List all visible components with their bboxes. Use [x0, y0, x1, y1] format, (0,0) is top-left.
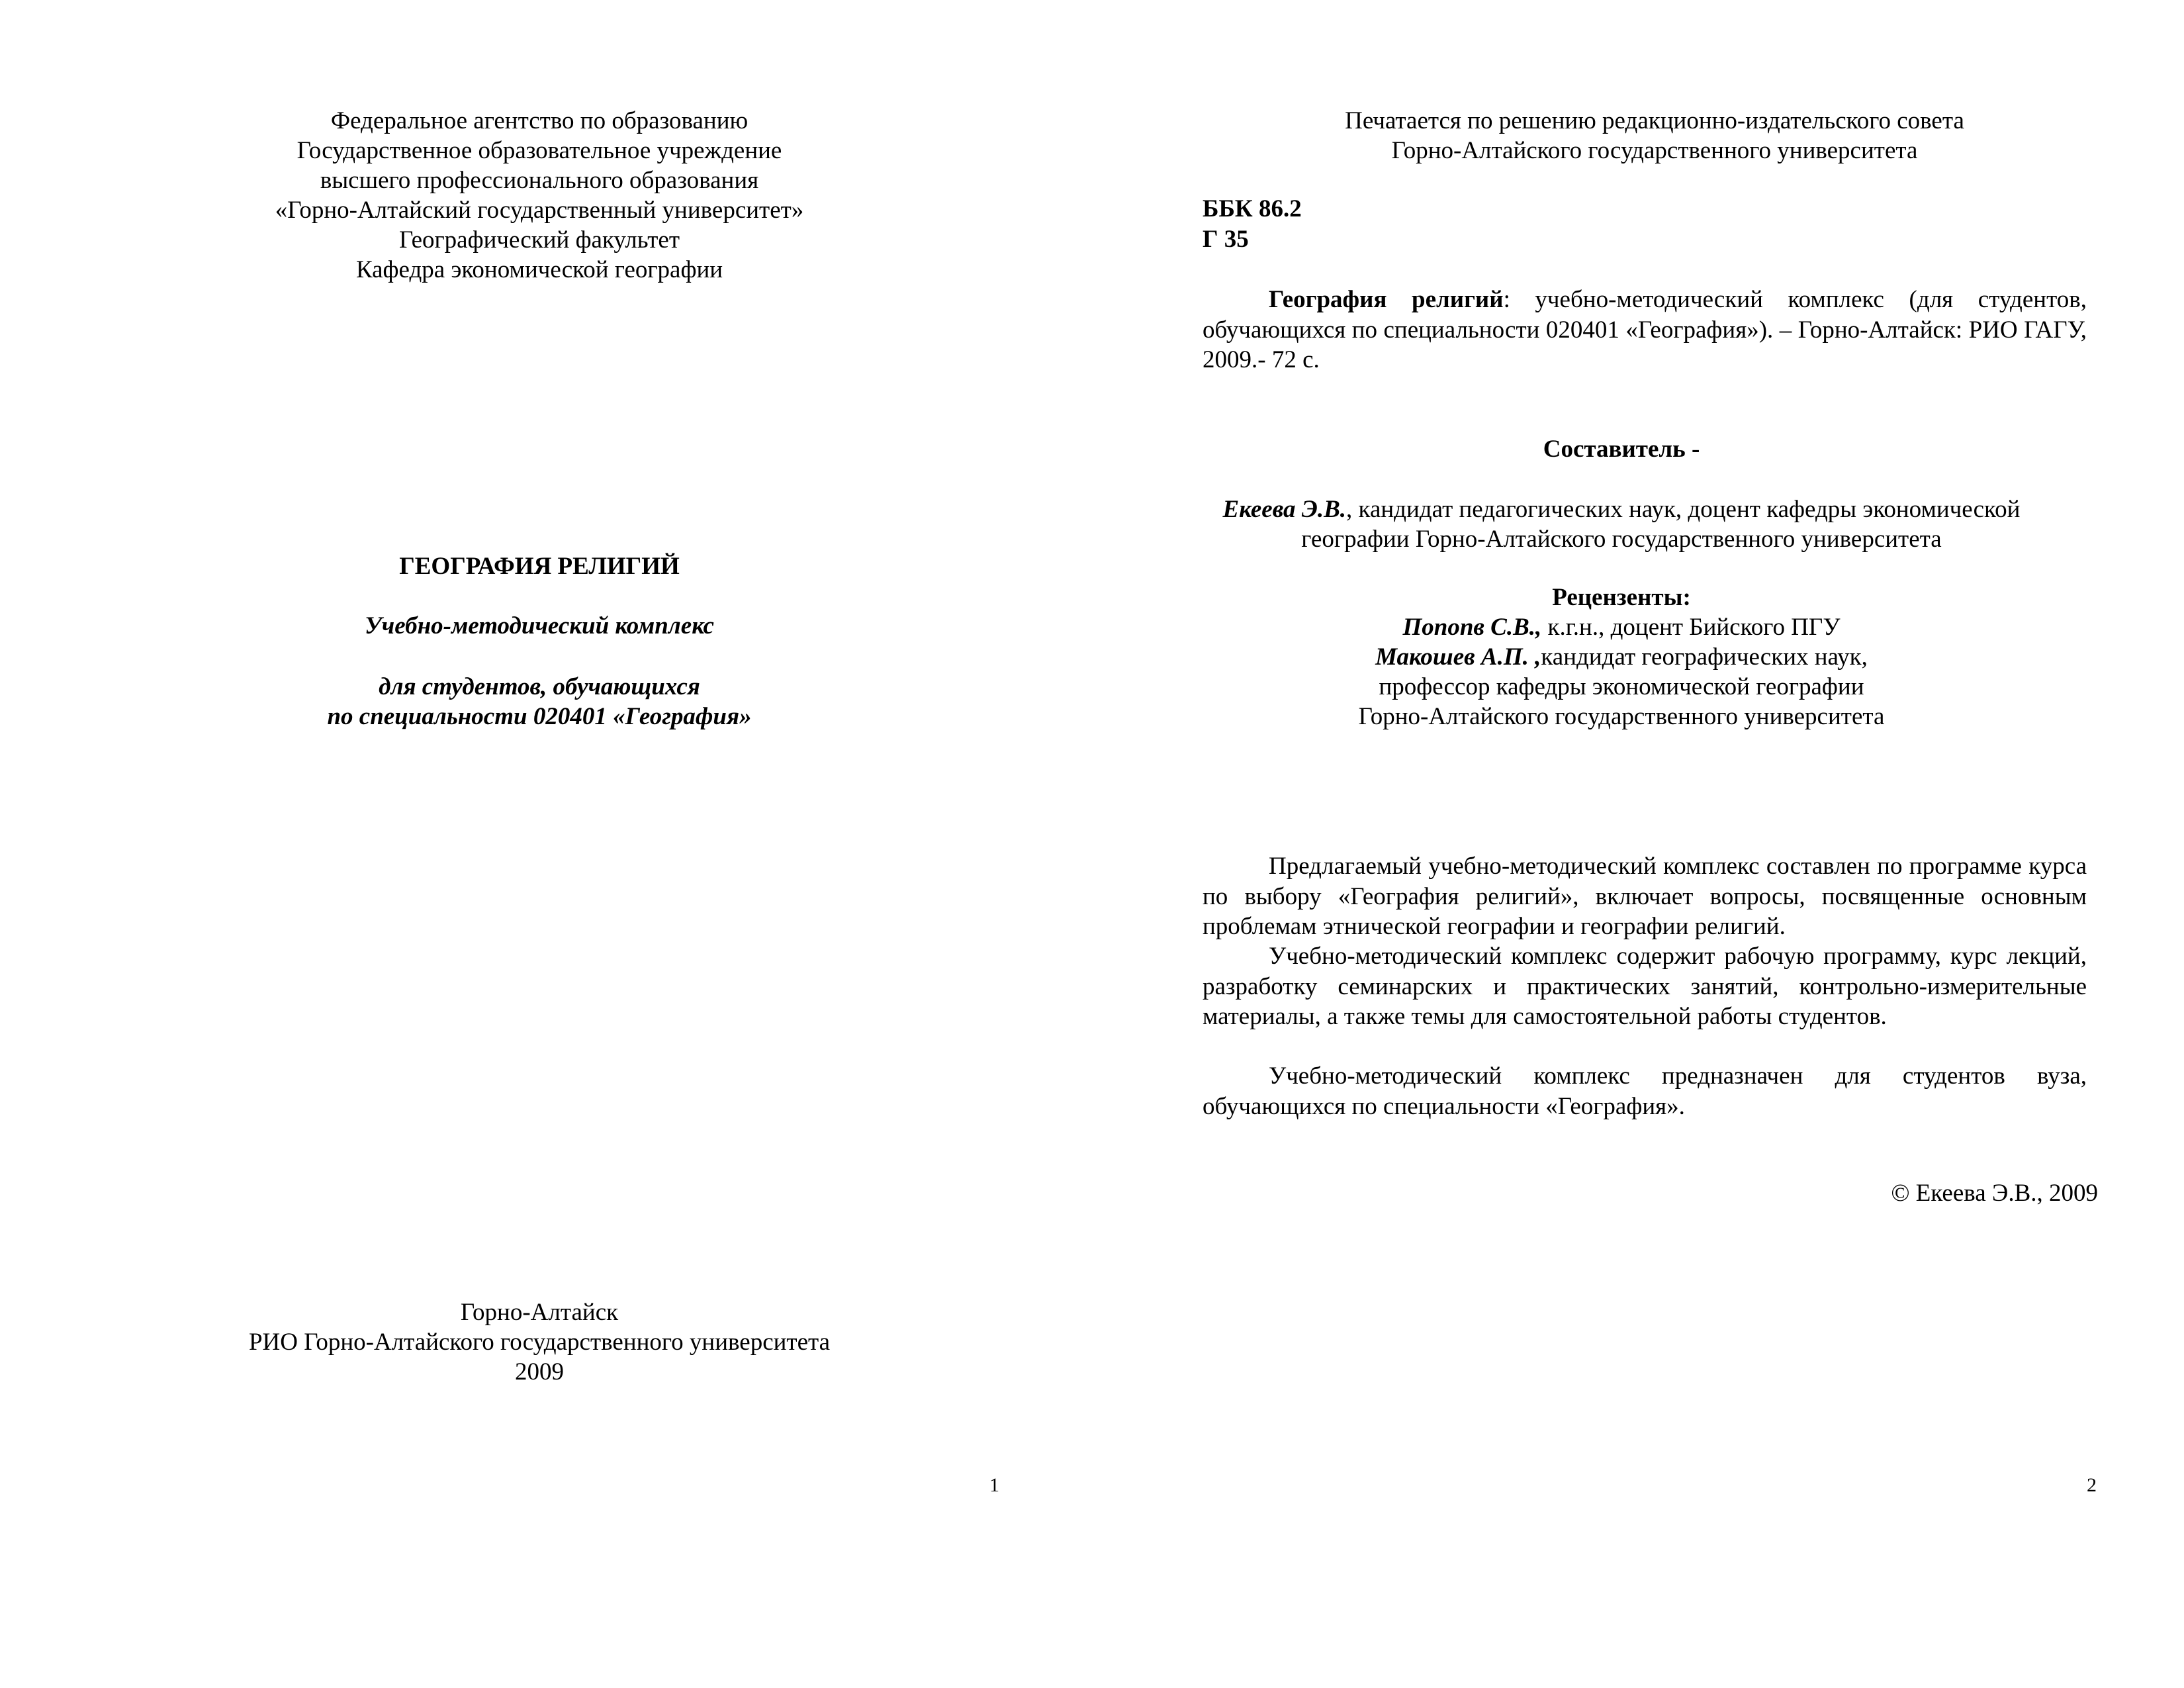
citation-line-1: : учебно-методический комплекс (для студентов, — [1503, 286, 2087, 313]
reviewer-2-line-2: профессор кафедры экономической географии — [1379, 673, 1864, 700]
bbk-code: ББК 86.2 — [1203, 195, 1302, 222]
citation-line-3: ГАГУ, 2009.- 72 с. — [1203, 316, 2087, 373]
compiler-line-1-text: , кандидат педагогических наук, доцент кафедры экономической — [1346, 496, 2021, 523]
citation-title: География религий — [1269, 286, 1504, 313]
council-line-2: Горно-Алтайского государственного университета — [1391, 137, 1918, 164]
abstract-paragraph-3-text: Учебно-методический комплекс предназначен для студентов вуза, обучающихся по специальности «География». — [1203, 1062, 2087, 1120]
footer-year: 2009 — [515, 1358, 564, 1385]
page-number: 1 — [989, 1474, 999, 1496]
reviewer-1-name: Попопв С.В., — [1402, 614, 1542, 641]
header-line-3: высшего профессионального образования — [320, 167, 759, 194]
abstract-paragraph-2-text: Учебно-методический комплекс содержит рабочую программу, курс лекций, разработку семинарских и практических занятий, контрольно-измерительные материалы, а также темы для самостоятельной работы студентов. — [1203, 943, 2087, 1030]
header-line-1: Федеральное агентство по образованию — [330, 107, 749, 134]
reviewer-2 — [1375, 642, 1868, 673]
index-code: Г 35 — [1203, 226, 1249, 253]
compiler-name: Екеева Э.В. — [1222, 496, 1347, 523]
footer-city: Горно-Алтайск — [460, 1299, 619, 1326]
copyright: © Екеева Э.В., 2009 — [1891, 1180, 2098, 1207]
header-line-5: Географический факультет — [399, 226, 680, 254]
compiler-line-2: географии Горно-Алтайского государственного университета — [1301, 526, 1942, 553]
header-line-4: «Горно-Алтайский государственный университет» — [275, 197, 804, 224]
footer-publisher: РИО Горно-Алтайского государственного университета — [248, 1329, 831, 1356]
council-line-1: Печатается по решению редакционно-издательского совета — [1345, 107, 1964, 134]
reviewers-heading: Рецензенты: — [1552, 584, 1691, 611]
abstract-paragraph-1 — [1203, 851, 2087, 942]
abstract-paragraph-2 — [1203, 941, 2087, 1032]
abstract-paragraph-3 — [1203, 1061, 2087, 1121]
audience-line-2: по специальности 020401 «География» — [327, 703, 752, 730]
imprint-page — [1092, 0, 2184, 1688]
page-number: 2 — [2087, 1474, 2097, 1496]
citation-line-2: обучающихся по специальности 020401 «География»). – Горно-Алтайск: РИО — [1203, 316, 2018, 344]
citation — [1203, 285, 2087, 375]
header-line-2: Государственное образовательное учреждение — [296, 137, 782, 164]
compiler-heading: Составитель - — [1543, 436, 1700, 463]
reviewer-2-name: Макошев А.П. , — [1375, 643, 1541, 671]
compiler-line-1 — [1223, 494, 2021, 525]
reviewer-1-details: к.г.н., доцент Бийского ПГУ — [1541, 614, 1841, 641]
audience-line-1: для студентов, обучающихся — [379, 673, 700, 700]
reviewer-1 — [1402, 612, 1840, 643]
reviewer-2-line-3: Горно-Алтайского государственного университета — [1358, 703, 1885, 730]
abstract-paragraph-1-text: Предлагаемый учебно-методический комплекс составлен по программе курса по выбору «География религий», включает вопросы, посвященные основным проблемам этнической географии и географии религий. — [1203, 853, 2087, 940]
header-line-6: Кафедра экономической географии — [355, 256, 723, 283]
document-subtitle: Учебно-методический комплекс — [365, 612, 714, 639]
reviewer-2-details: кандидат географических наук, — [1541, 643, 1868, 671]
document-title: ГЕОГРАФИЯ РЕЛИГИЙ — [399, 553, 680, 580]
